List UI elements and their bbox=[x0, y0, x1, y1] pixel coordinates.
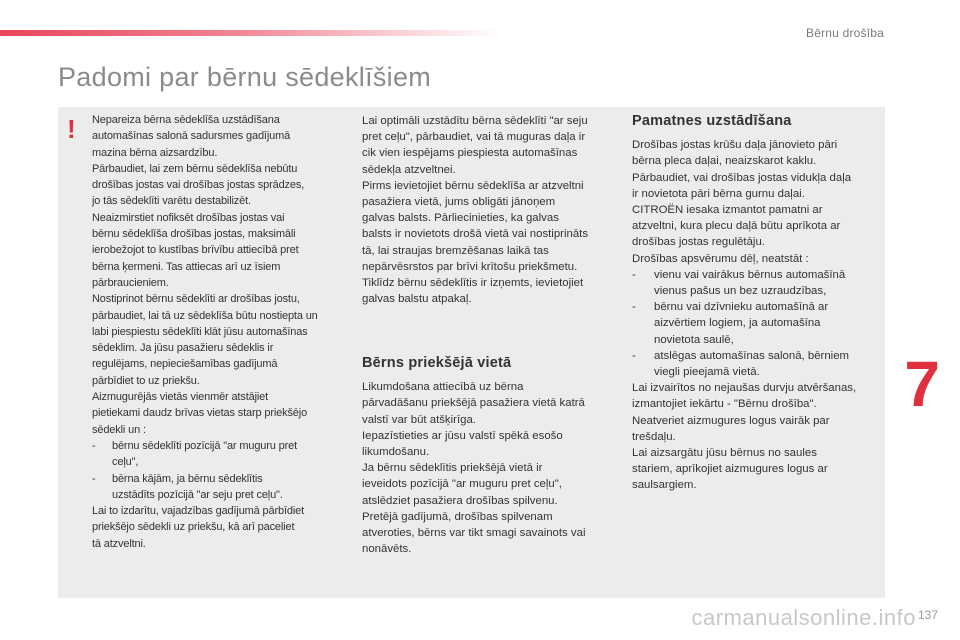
text-line: bērna kājām, ja bērnu sēdeklītis bbox=[112, 472, 263, 485]
text-line: ir novietota pāri bērna gurnu daļai. bbox=[632, 187, 805, 200]
text-line: valstī var būt atšķirīga. bbox=[362, 413, 476, 426]
text-line: nonāvēts. bbox=[362, 543, 412, 556]
text-line: sēdekli un : bbox=[92, 423, 146, 436]
chapter-number: 7 bbox=[904, 348, 940, 420]
list-item bbox=[92, 438, 344, 471]
text-line: Pārbaudiet, vai drošības jostas vidukļa daļa bbox=[632, 171, 852, 184]
text-line: pārbīdiet to uz priekšu. bbox=[92, 374, 200, 387]
text-line: drošības jostas regulētāju. bbox=[632, 236, 765, 249]
text-line: bērnu sēdeklīti pozīcijā "ar muguru pret bbox=[112, 439, 298, 452]
text-line: labi piespiestu sēdeklīti klāt jūsu automašīnas bbox=[92, 325, 308, 338]
text-line: pārbraucieniem. bbox=[92, 276, 169, 289]
text-line: Nostiprinot bērnu sēdeklīti ar drošības jostu, bbox=[92, 293, 300, 306]
right-column bbox=[632, 113, 880, 494]
text-line: Ja bērnu sēdeklītis priekšējā vietā ir bbox=[362, 462, 543, 475]
text-line: Nepareiza bērna sēdeklīša uzstādīšana bbox=[92, 114, 280, 126]
warning-closing bbox=[92, 503, 344, 552]
text-line: atzveltni, kura plecu daļā būtu aprīkota ar bbox=[632, 220, 841, 233]
text-line: automašīnas salonā sadursmes gadījumā bbox=[92, 130, 291, 143]
text-line: priekšējo sēdekli uz priekšu, kā arī paceliet bbox=[92, 521, 295, 534]
text-line: mazina bērna aizsardzību. bbox=[92, 146, 218, 159]
text-line: bērnu sēdeklīša drošības jostas, maksimāli bbox=[92, 228, 296, 241]
text-line: cik vien iespējams piespiesta automašīnas bbox=[362, 147, 578, 160]
text-line: pietiekami daudz brīvas vietas starp priekšējo bbox=[92, 407, 308, 420]
text-line: ceļu", bbox=[112, 456, 139, 469]
front-seat-section bbox=[362, 355, 610, 557]
text-line: balsts ir novietots drošā vietā vai nostiprināts bbox=[362, 228, 589, 241]
list-item bbox=[632, 348, 880, 380]
text-line: atslēdziet pasažiera drošības spilvenu. bbox=[362, 494, 558, 507]
text-line: Aizmugurējās vietās vienmēr atstājiet bbox=[92, 391, 269, 404]
text-line: Drošības jostas krūšu daļa jānovieto pāri bbox=[632, 139, 838, 152]
list-item bbox=[92, 471, 344, 504]
text-line: Lai izvairītos no nejaušas durvju atvēršanas, bbox=[632, 382, 857, 395]
list-item bbox=[632, 299, 880, 348]
list-dash: - bbox=[632, 268, 636, 281]
exclamation-icon: ! bbox=[67, 114, 76, 144]
text-line: Iepazīstieties ar jūsu valstī spēkā esošo bbox=[362, 429, 563, 442]
text-line: Likumdošana attiecībā uz bērna bbox=[362, 381, 524, 394]
booster-heading: Pamatnes uzstādīšana bbox=[632, 113, 792, 129]
text-line: CITROËN iesaka izmantot pamatni ar bbox=[632, 204, 823, 217]
text-line: Lai to izdarītu, vajadzības gadījumā pārbīdiet bbox=[92, 505, 305, 518]
page-number: 137 bbox=[917, 608, 938, 622]
text-line: Lai optimāli uzstādītu bērna sēdeklīti "ar seju bbox=[362, 115, 588, 127]
text-line: vienu vai vairākus bērnus automašīnā bbox=[654, 268, 846, 281]
text-line: trešdaļu. bbox=[632, 430, 676, 443]
text-line: ieveidots pozīcijā "ar muguru pret ceļu", bbox=[362, 478, 562, 491]
booster-closing bbox=[632, 380, 880, 493]
list-dash: - bbox=[92, 472, 96, 485]
text-line: viegli pieejamā vietā. bbox=[654, 366, 760, 379]
text-line: Pārbaudiet, lai zem bērnu sēdeklīša nebūtu bbox=[92, 162, 298, 175]
text-line: tā atzveltni. bbox=[92, 537, 146, 550]
text-line: aizvērtiem logiem, ja automašīna bbox=[654, 317, 821, 330]
text-line: saulsargiem. bbox=[632, 479, 697, 492]
text-line: regulējams, nepieciešamības gadījumā bbox=[92, 358, 278, 371]
list-dash: - bbox=[632, 349, 636, 362]
text-line: novietota saulē, bbox=[654, 333, 734, 346]
watermark: carmanualsonline.info bbox=[691, 605, 916, 630]
front-seat-heading: Bērns priekšējā vietā bbox=[362, 355, 512, 371]
text-line: sēdekļa atzveltnei. bbox=[362, 163, 456, 176]
text-line: ierobežojot to kustības brīvību attiecībā pret bbox=[92, 244, 299, 257]
text-line: likumdošanu. bbox=[362, 446, 430, 459]
text-line: Pirms ievietojiet bērnu sēdeklīša ar atzveltni bbox=[362, 179, 584, 192]
text-line: sēdeklim. Ja jūsu pasažieru sēdeklis ir bbox=[92, 342, 274, 355]
text-line: stariem, aprīkojiet aizmugures logus ar bbox=[632, 463, 828, 476]
text-line: Lai aizsargātu jūsu bērnus no saules bbox=[632, 447, 817, 460]
text-line: uzstādīts pozīcijā "ar seju pret ceļu". bbox=[112, 488, 283, 501]
text-line: vienus pašus un bez uzraudzības, bbox=[654, 285, 827, 298]
text-line: Pretējā gadījumā, drošības spilvenam bbox=[362, 510, 553, 523]
list-dash: - bbox=[632, 301, 636, 314]
text-line: bērna ķermeni. Tas attiecas arī uz īsiem bbox=[92, 260, 281, 273]
page-title: Padomi par bērnu sēdeklīšiem bbox=[58, 62, 432, 92]
text-line: nepārvēsrstos par brīvi krītošu priekšmetu. bbox=[362, 260, 578, 273]
text-line: pārbaudiet, lai tā uz sēdeklīša būtu nostiepta un bbox=[92, 309, 318, 322]
section-title: Bērnu drošība bbox=[806, 26, 884, 40]
middle-text bbox=[362, 113, 610, 307]
text-line: Tiklīdz bērnu sēdeklītis ir izņemts, ievietojiet bbox=[362, 277, 584, 290]
text-line: Neaizmirstiet nofiksēt drošības jostas vai bbox=[92, 211, 285, 224]
text-line: drošības jostas vai drošības jostas sprādzes, bbox=[92, 179, 305, 192]
text-line: atveroties, bērns var tikt smagi savainots vai bbox=[362, 527, 586, 540]
text-line: galvas balsts. Pārliecinieties, ka galvas bbox=[362, 212, 559, 225]
text-line: bērnu vai dzīvnieku automašīnā ar bbox=[654, 301, 829, 314]
text-line: pārvadāšanu priekšējā pasažiera vietā katrā bbox=[362, 397, 585, 410]
warning-column bbox=[92, 112, 344, 552]
list-item bbox=[632, 267, 880, 299]
text-line: pret ceļu", pārbaudiet, vai tā muguras daļa ir bbox=[362, 131, 586, 144]
top-accent-bar bbox=[0, 30, 500, 36]
text-line: atslēgas automašīnas salonā, bērniem bbox=[654, 349, 850, 362]
text-line: tā, lai straujas bremzēšanas laikā tas bbox=[362, 244, 549, 257]
text-line: izmantojiet iekārtu - "Bērnu drošība". bbox=[632, 398, 817, 411]
text-line: Drošības apsvērumu dēļ, neatstāt : bbox=[632, 252, 809, 265]
text-line: jo tās sēdeklīti varētu destabilizēt. bbox=[92, 195, 251, 208]
list-dash: - bbox=[92, 439, 96, 452]
text-line: pasažiera vietā, jums obligāti jānoņem bbox=[362, 196, 556, 209]
warning-text bbox=[92, 112, 344, 438]
booster-text bbox=[632, 137, 880, 267]
text-line: Neatveriet aizmugures logus vairāk par bbox=[632, 414, 830, 427]
text-line: bērna pleca daļai, neaizskarot kaklu. bbox=[632, 155, 817, 168]
text-line: galvas balstu atpakaļ. bbox=[362, 293, 472, 306]
middle-column bbox=[362, 113, 610, 556]
